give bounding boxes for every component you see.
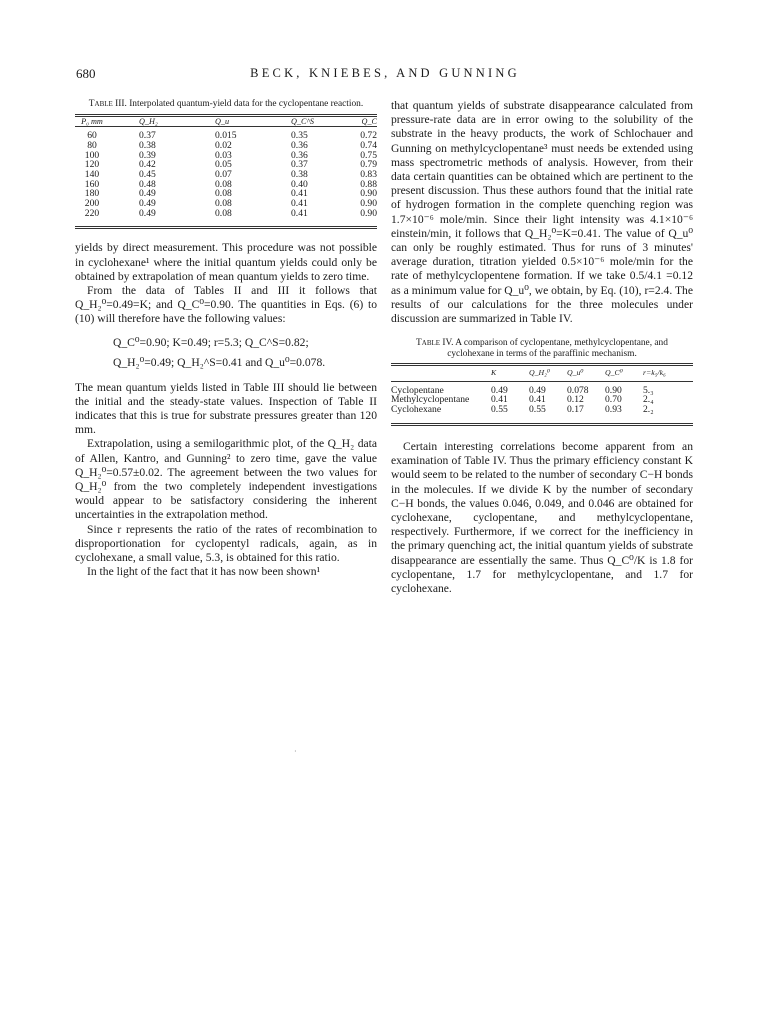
table-cell: 0.36 (291, 139, 308, 151)
table-cell: 0.38 (291, 168, 308, 180)
table-cell: 0.90 (360, 198, 377, 210)
table-cell: 0.83 (360, 168, 377, 180)
table-cell: 0.36 (291, 149, 308, 161)
table-cell: 0.49 (139, 188, 156, 200)
body-paragraph: From the data of Tables II and III it follows that Q_H₂⁰=0.49=K; and Q_C⁰=0.90. The quantities in Eqs. (6) to (10) will therefore have the following values: (75, 284, 377, 326)
table-row (391, 405, 693, 415)
table4-body (391, 386, 693, 415)
table-cell: 0.74 (360, 139, 377, 151)
page-number: 680 (76, 66, 96, 81)
table-cell: 0.45 (139, 168, 156, 180)
body-paragraph: Extrapolation, using a semilogarithmic plot, of the Q_H₂ data of Allen, Kantro, and Gunning² to zero time, gave the value Q_H₂⁰=0.57±0.02. The agreement between the two values for Q_H₂⁰ from the two completely independent investigations would appear to be satisfactory considering the inherent uncertainties in the extrapolation method. (75, 437, 377, 522)
table-cell: 0.90 (360, 207, 377, 219)
table4-caption (395, 338, 689, 359)
table-cell: 0.79 (360, 159, 377, 171)
table-cell: 140 (84, 168, 100, 180)
left-column (75, 99, 377, 579)
table-cell: 0.078 (567, 384, 589, 396)
table3-header-cell: Q_u (215, 116, 230, 126)
equation-block (75, 333, 377, 373)
table-cell: 180 (84, 188, 100, 200)
table-cell: 0.48 (139, 178, 156, 190)
body-paragraph: Certain interesting correlations become apparent from an examination of Table IV. Thus the primary efficiency constant K would seem to be related to the number of secondary C−H bonds in the molecules. If we divide K by the number of secondary C−H bonds, the values 0.046, 0.049, and 0.046 are obtained for cyclohexane, cyclopentane, and methylcyclopentane, respectively. Furthermore, if we correct for the inefficiency in the primary quenching act, the initial quantum yields of substrate disappearance are essentially the same. Thus Q_C⁰/K is 1.8 for cyclopentane, 1.7 for methylcyclopentane, and 1.7 for cyclohexane. (391, 440, 694, 596)
table3-caption-text: Interpolated quantum-yield data for the cyclopentane reaction. (129, 99, 364, 109)
table-cell: 0.88 (360, 178, 377, 190)
table-cell: 0.55 (491, 404, 508, 416)
table3-header-row (75, 117, 377, 127)
table-cell: 0.49 (529, 384, 546, 396)
equation-line: Q_C⁰=0.90; K=0.49; r=5.3; Q_C^S=0.82; (113, 335, 309, 349)
body-paragraph: Since r represents the ratio of the rates of recombination to disproportionation for cyclopentyl radicals, again, as in cyclohexane, a small value, 5.3, is obtained for this ratio. (75, 522, 377, 565)
table4-header-cell: Q_H₂⁰ (529, 368, 550, 378)
table-cell: 0.08 (215, 207, 232, 219)
table-cell: 0.49 (491, 384, 508, 396)
table-cell: 0.03 (215, 149, 232, 161)
table-cell: Cyclopentane (391, 384, 444, 396)
table-cell: 120 (84, 159, 100, 171)
table-cell: 0.37 (139, 130, 156, 142)
body-paragraph: that quantum yields of substrate disappearance calculated from pressure-rate data are in error owing to the solubility of the substrate in the heavy products, the work of Schlochauer and Gunning on methylcyclopentane³ must needs be extended using mass spectrometric methods of analysis. However, from their data certain quantities can be obtained which are pertinent to the present discussion. Thus these authors found that the initial rate of hydrogen formation in the complete quenching region was 1.7×10⁻⁶ mole/min. Since their light intensity was 4.1×10⁻⁶ einstein/min, it follows that Q_H₂⁰=K=0.41. The value of Q_u⁰ can only be roughly estimated. Thus for runs of 3 minutes' average duration, titration yielded 0.5×10⁻⁶ mole/min for the rate of methylcyclopentene formation. If we take 0.5/4.1 =0.12 as a minimum value for Q_u⁰, we obtain, by Eq. (10), r=2.4. The results of our calculations for the three molecules under discussion are summarized in Table IV. (391, 99, 693, 326)
table4-header-cell: Q_u⁰ (567, 368, 584, 378)
table-cell: 0.38 (139, 139, 156, 151)
table3-body (75, 131, 377, 218)
table-cell: Cyclohexane (391, 404, 442, 416)
body-paragraph: yields by direct measurement. This procedure was not possible in cyclohexane¹ where the initial quantum yields could only be obtained by extrapolation of mean quantum yields to zero time. (75, 241, 377, 283)
table-cell: 0.42 (139, 159, 156, 171)
table-cell: 5.₃ (643, 384, 654, 396)
table-cell: 0.015 (215, 130, 237, 142)
table3-caption-label: Table III. (88, 99, 127, 109)
table3 (75, 117, 377, 219)
table-cell: 0.41 (529, 394, 546, 406)
running-head: BECK, KNIEBES, AND GUNNING (250, 66, 520, 80)
table-cell: 0.90 (360, 188, 377, 200)
table-cell: 0.55 (529, 404, 546, 416)
table-cell: 0.12 (567, 394, 584, 406)
table-cell: 0.17 (567, 404, 584, 416)
equation-line: Q_H₂⁰=0.49; Q_H₂^S=0.41 and Q_u⁰=0.078. (113, 355, 326, 369)
table-cell: 0.41 (491, 394, 508, 406)
table-cell: 0.35 (291, 130, 308, 142)
table-cell: 0.90 (605, 384, 622, 396)
table-cell: 220 (84, 207, 100, 219)
table-row (75, 209, 377, 219)
table4-header-cell: Q_C⁰ (605, 368, 623, 378)
table3-header-cell: Q_C (361, 116, 377, 126)
body-paragraph: The mean quantum yields listed in Table III should lie between the initial and the steady-state values. Inspection of Table II indicates that this is true for substrate pressures greater than 120 mm. (75, 380, 377, 437)
table4-header-cell: K (491, 368, 497, 378)
table-cell: 0.40 (291, 178, 308, 190)
body-paragraph: In the light of the fact that it has now been shown¹ (87, 565, 321, 579)
table4-header-row (391, 366, 693, 380)
table3-header-cell: Q_H₂ (139, 116, 158, 126)
table-cell: 0.39 (139, 149, 156, 161)
table-cell: 0.37 (291, 159, 308, 171)
table-cell: 0.75 (360, 149, 377, 161)
table-cell: 0.08 (215, 188, 232, 200)
table-cell: 0.41 (291, 198, 308, 210)
table-cell: 200 (84, 198, 100, 210)
table3-header-cell: Q_C^S (291, 116, 315, 126)
table-cell: 0.08 (215, 178, 232, 190)
scan-speck: · (294, 747, 297, 756)
table-cell: Methylcyclopentane (391, 394, 470, 406)
page-header (76, 66, 694, 84)
table-cell: 2.₂ (643, 404, 654, 416)
table-cell: 0.41 (291, 207, 308, 219)
table-cell: 0.70 (605, 394, 622, 406)
table4-header-cell: r=k₅/k₆ (643, 368, 666, 378)
table-cell: 160 (84, 178, 100, 190)
table-cell: 0.49 (139, 198, 156, 210)
table4 (391, 366, 693, 415)
table-cell: 0.93 (605, 404, 622, 416)
table-cell: 0.49 (139, 207, 156, 219)
table-cell: 60 (87, 130, 97, 142)
table-cell: 0.05 (215, 159, 232, 171)
table-cell: 100 (84, 149, 100, 161)
table3-header-cell: P₀ mm (81, 116, 103, 126)
table-cell: 0.41 (291, 188, 308, 200)
table-cell: 80 (87, 139, 97, 151)
table4-caption-text: A comparison of cyclopentane, methylcyclopentane, and cyclohexane in terms of the paraffinic mechanism. (447, 338, 668, 359)
table3-caption (79, 99, 373, 110)
table-cell: 2.₄ (643, 394, 654, 406)
table-cell: 0.02 (215, 139, 232, 151)
table-cell: 0.72 (360, 130, 377, 142)
table-cell: 0.07 (215, 168, 232, 180)
table-cell: 0.08 (215, 198, 232, 210)
table4-header-cell (391, 366, 491, 380)
right-column (391, 99, 693, 596)
table4-caption-label: Table IV. (416, 338, 454, 349)
